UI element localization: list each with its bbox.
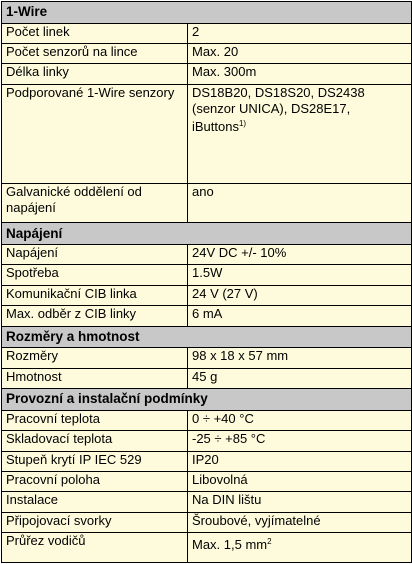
row-label: Skladovací teplota bbox=[2, 431, 188, 451]
table-row bbox=[2, 368, 412, 388]
table-row bbox=[2, 285, 412, 305]
table-row bbox=[2, 44, 412, 64]
row-label: Rozměry bbox=[2, 348, 188, 368]
unit-superscript: 2 bbox=[267, 537, 272, 547]
row-label: Instalace bbox=[2, 492, 188, 512]
row-value: 2 bbox=[188, 23, 412, 43]
table-row bbox=[2, 348, 412, 368]
table-row bbox=[2, 64, 412, 84]
row-value: IP20 bbox=[188, 451, 412, 471]
row-value: 6 mA bbox=[188, 306, 412, 326]
table-row bbox=[2, 472, 412, 492]
table-row bbox=[2, 410, 412, 430]
row-value: 24 V (27 V) bbox=[188, 285, 412, 305]
footnote-marker: 1) bbox=[238, 118, 247, 128]
table-row bbox=[2, 512, 412, 532]
row-label: Pracovní poloha bbox=[2, 472, 188, 492]
row-label: Spotřeba bbox=[2, 265, 188, 285]
table-row bbox=[2, 265, 412, 285]
spec-table bbox=[1, 1, 412, 563]
row-label: Hmotnost bbox=[2, 368, 188, 388]
row-label: Napájení bbox=[2, 244, 188, 264]
section-header-rozmery bbox=[2, 326, 412, 348]
wire-section-value: Max. 1,5 mm bbox=[192, 537, 268, 553]
row-value: ano bbox=[188, 183, 412, 223]
row-value: Max. 20 bbox=[188, 44, 412, 64]
row-value bbox=[188, 84, 412, 183]
row-value: Max. 300m bbox=[188, 64, 412, 84]
table-row bbox=[2, 492, 412, 512]
table-row bbox=[2, 183, 412, 223]
table-row bbox=[2, 84, 412, 183]
row-label: Podporované 1-Wire senzory bbox=[2, 84, 188, 183]
section-title: Provozní a instalační podmínky bbox=[2, 389, 412, 411]
row-label: Max. odběr z CIB linky bbox=[2, 306, 188, 326]
row-label: Připojovací svorky bbox=[2, 512, 188, 532]
section-title: Napájení bbox=[2, 223, 412, 245]
row-value: Libovolná bbox=[188, 472, 412, 492]
ibuttons-text: iButtons bbox=[192, 118, 239, 134]
table-row bbox=[2, 533, 412, 563]
row-label: Počet senzorů na lince bbox=[2, 44, 188, 64]
section-header-1wire bbox=[2, 2, 412, 24]
table-row bbox=[2, 451, 412, 471]
row-value: 45 g bbox=[188, 368, 412, 388]
table-row bbox=[2, 306, 412, 326]
section-title: Rozměry a hmotnost bbox=[2, 326, 412, 348]
row-label: Průřez vodičů bbox=[2, 533, 188, 563]
row-value: Na DIN lištu bbox=[188, 492, 412, 512]
row-value bbox=[188, 533, 412, 563]
row-value: 98 x 18 x 57 mm bbox=[188, 348, 412, 368]
row-label: Komunikační CIB linka bbox=[2, 285, 188, 305]
sensor-list: DS18B20, DS18S20, DS2438 (senzor UNICA), DS28E17, bbox=[192, 84, 365, 116]
row-value: Šroubové, vyjímatelné bbox=[188, 512, 412, 532]
row-value: 1.5W bbox=[188, 265, 412, 285]
row-label: Stupeň krytí IP IEC 529 bbox=[2, 451, 188, 471]
section-title: 1-Wire bbox=[2, 2, 412, 24]
table-row bbox=[2, 431, 412, 451]
row-value: 0 ÷ +40 °C bbox=[188, 410, 412, 430]
table-row bbox=[2, 244, 412, 264]
row-value: -25 ÷ +85 °C bbox=[188, 431, 412, 451]
row-label: Počet linek bbox=[2, 23, 188, 43]
section-header-provozni bbox=[2, 389, 412, 411]
table-row bbox=[2, 23, 412, 43]
section-header-napajeni bbox=[2, 223, 412, 245]
row-label: Pracovní teplota bbox=[2, 410, 188, 430]
row-label: Délka linky bbox=[2, 64, 188, 84]
row-label: Galvanické oddělení od napájení bbox=[2, 183, 188, 223]
row-value: 24V DC +/- 10% bbox=[188, 244, 412, 264]
